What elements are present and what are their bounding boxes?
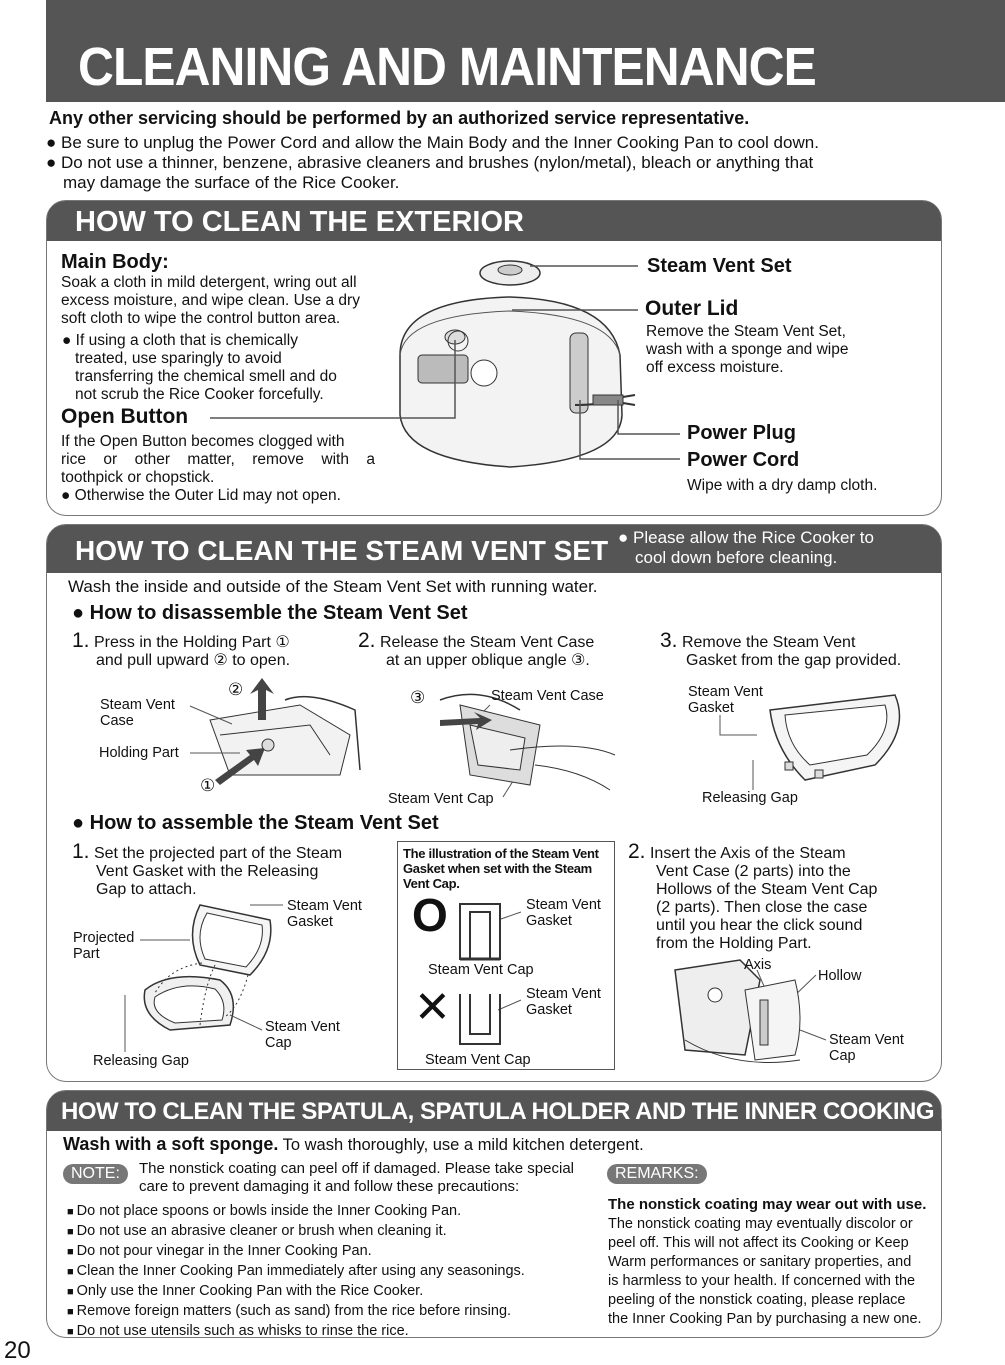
asm-gasket-label xyxy=(287,898,362,930)
asm-step-1-line3: Gap to attach. xyxy=(96,881,197,898)
open-button-note: Otherwise the Outer Lid may not open. xyxy=(74,487,341,504)
illus-box-title xyxy=(403,846,599,891)
illus-gasket-good-b: Gasket xyxy=(526,913,572,929)
asm2-cap-label-b: Cap xyxy=(829,1048,856,1064)
dis-step-1-line2: and pull upward ② to open. xyxy=(96,652,291,669)
bad-gasket-icon xyxy=(458,992,503,1047)
precaution-1: ■ Do not place spoons or bowls inside the Inner Cooking Pan. xyxy=(67,1202,525,1222)
remarks-text xyxy=(608,1215,922,1329)
open-button-line-3: toothpick or chopstick. xyxy=(61,469,215,486)
asm-releasing-gap-label: Releasing Gap xyxy=(93,1053,189,1069)
outer-lid-line-1: Remove the Steam Vent Set, xyxy=(646,323,846,340)
cool-note: ● Please allow the Rice Cooker to cool down before cleaning. xyxy=(618,528,874,567)
dis-vent-case-label: Steam Vent Case xyxy=(491,688,604,704)
asm-step-2-line5: until you hear the click sound xyxy=(656,917,863,934)
illus-gasket-good-label xyxy=(526,897,601,929)
main-body-note: ● If using a cloth that is chemically treated, use sparingly to avoid transferring the chemical smell and do not scrub the Rice Cooker forcefully. xyxy=(62,332,337,403)
spatula-wash-line xyxy=(63,1134,644,1155)
precaution-6: ■ Remove foreign matters (such as sand) from the rice before rinsing. xyxy=(67,1302,525,1322)
main-body-line-3: soft cloth to wipe the control button area. xyxy=(61,310,341,327)
asm-gasket-label-b: Gasket xyxy=(287,914,333,930)
asm-projected-label-a: Projected xyxy=(73,930,135,946)
asm-gasket-label-a: Steam Vent xyxy=(287,898,362,914)
main-body-note-4: not scrub the Rice Cooker forcefully. xyxy=(75,386,324,403)
dis-step-2-line2: at an upper oblique angle ③. xyxy=(386,652,590,669)
good-symbol: O xyxy=(412,889,448,941)
dis-gasket-label-b: Gasket xyxy=(688,700,734,716)
dis-circle-1: ① xyxy=(200,776,216,795)
asm-step-2-line2: Vent Case (2 parts) into the xyxy=(656,863,851,880)
note-line-1: The nonstick coating can peel off if damaged. Please take special xyxy=(139,1160,574,1177)
illus-box-title-1: The illustration of the Steam Vent xyxy=(403,846,599,861)
page-title: CLEANING AND MAINTENANCE xyxy=(78,37,816,97)
remarks-line-3: Warm performances or sanitary properties, and xyxy=(608,1254,912,1270)
steam-vent-set-label: Steam Vent Set xyxy=(647,255,792,277)
remarks-badge: REMARKS: xyxy=(607,1164,707,1184)
asm-cap-label-b: Cap xyxy=(265,1035,292,1051)
asm2-axis-label: Axis xyxy=(744,957,772,973)
gasket-illustration-box xyxy=(397,841,615,1070)
intro-bullet-1: ● Be sure to unplug the Power Cord and allow the Main Body and the Inner Cooking Pan to cool down. xyxy=(46,133,819,152)
precaution-2: ■ Do not use an abrasive cleaner or brush when cleaning it. xyxy=(67,1222,525,1242)
dis-circle-3: ③ xyxy=(410,688,426,707)
open-button-text: If the Open Button becomes clogged with rice or other matter, remove with a toothpick or chopstick. ● Otherwise the Outer Lid may not open. xyxy=(61,433,375,504)
dis-step-1-num: 1. xyxy=(72,629,90,652)
note-text xyxy=(139,1160,574,1196)
remarks-line-5: peeling of the nonstick coating, please replace xyxy=(608,1292,906,1308)
asm2-cap-label xyxy=(829,1032,904,1064)
dis-holding-part-label: Holding Part xyxy=(99,745,179,761)
note-badge: NOTE: xyxy=(63,1164,128,1184)
outer-lid-line-3: off excess moisture. xyxy=(646,359,784,376)
illus-gasket-bad-a: Steam Vent xyxy=(526,986,601,1002)
asm-step-2-num: 2. xyxy=(628,840,646,863)
asm-cap-label xyxy=(265,1019,340,1051)
intro-lead: Any other servicing should be performed by an authorized service representative. xyxy=(49,108,750,128)
wash-text: Wash the inside and outside of the Steam Vent Set with running water. xyxy=(68,577,598,596)
main-body-title: Main Body: xyxy=(61,251,169,273)
remarks-line-6: the Inner Cooking Pan by purchasing a new one. xyxy=(608,1311,922,1327)
remarks-title: The nonstick coating may wear out with use. xyxy=(608,1196,927,1213)
disassemble-title: ● How to disassemble the Steam Vent Set xyxy=(72,602,468,624)
asm-step-2-line6: from the Holding Part. xyxy=(656,935,812,952)
asm-step-1-line1: Set the projected part of the Steam xyxy=(93,845,343,862)
main-body-note-3: transferring the chemical smell and do xyxy=(75,368,337,385)
asm2-cap-label-a: Steam Vent xyxy=(829,1032,904,1048)
asm-step-1-num: 1. xyxy=(72,840,90,863)
asm-step-2-line3: Hollows of the Steam Vent Cap xyxy=(656,881,878,898)
asm-cap-label-a: Steam Vent xyxy=(265,1019,340,1035)
cool-note-1: Please allow the Rice Cooker to xyxy=(633,528,874,547)
bad-symbol: ✕ xyxy=(414,983,451,1032)
asm-step-1-line2: Vent Gasket with the Releasing xyxy=(96,863,319,880)
cool-note-2: cool down before cleaning. xyxy=(635,548,838,567)
disassemble-title-text: How to disassemble the Steam Vent Set xyxy=(89,602,468,624)
dis-circle-2: ② xyxy=(228,680,244,699)
main-body-note-1: If using a cloth that is chemically xyxy=(75,332,298,349)
spatula-wash-bold: Wash with a soft sponge. xyxy=(63,1134,279,1154)
main-body-line-1: Soak a cloth in mild detergent, wring out all xyxy=(61,274,357,291)
illus-box-title-2: Gasket when set with the Steam xyxy=(403,861,592,876)
illus-gasket-bad-label xyxy=(526,986,601,1018)
remarks-line-2: peel off. This will not affect its Cooking or Keep xyxy=(608,1235,909,1251)
asm-projected-label xyxy=(73,930,134,962)
dis-step-2-num: 2. xyxy=(358,629,376,652)
good-gasket-icon xyxy=(458,902,503,962)
asm-projected-label-b: Part xyxy=(73,946,100,962)
illus-gasket-good-a: Steam Vent xyxy=(526,897,601,913)
dis-step-2-line1: Release the Steam Vent Case xyxy=(379,634,595,651)
steam-vent-heading: HOW TO CLEAN THE STEAM VENT SET xyxy=(47,525,941,573)
assemble-title-text: How to assemble the Steam Vent Set xyxy=(89,812,439,834)
power-plug-label: Power Plug xyxy=(687,422,796,444)
asm-step-2-line4: (2 parts). Then close the case xyxy=(656,899,868,916)
intro-bullet-2-cont: may damage the surface of the Rice Cooker. xyxy=(63,173,400,192)
dis-step-3-line2: Gasket from the gap provided. xyxy=(686,652,902,669)
dis-vent-cap-label: Steam Vent Cap xyxy=(388,791,494,807)
open-button-line-1: If the Open Button becomes clogged with xyxy=(61,433,345,450)
remarks-line-1: The nonstick coating may eventually discolor or xyxy=(608,1216,913,1232)
remarks-line-4: is harmless to your health. If concerned with the xyxy=(608,1273,916,1289)
outer-lid-title: Outer Lid xyxy=(645,297,739,320)
dis-case-label-b: Case xyxy=(100,713,134,729)
open-button-title: Open Button xyxy=(61,405,189,428)
spatula-wash-rest: To wash thoroughly, use a mild kitchen detergent. xyxy=(278,1136,644,1154)
precaution-7: ■ Do not use utensils such as whisks to rinse the rice. xyxy=(67,1322,525,1342)
asm-step-2-illustration xyxy=(665,960,815,1070)
intro-bullet-1-text: Be sure to unplug the Power Cord and allow the Main Body and the Inner Cooking Pan to cool down. xyxy=(61,133,819,152)
precaution-3: ■ Do not pour vinegar in the Inner Cooking Pan. xyxy=(67,1242,525,1262)
asm2-hollow-label: Hollow xyxy=(818,968,862,984)
spatula-heading: HOW TO CLEAN THE SPATULA, SPATULA HOLDER AND THE INNER COOKING PAN xyxy=(47,1091,941,1131)
main-body-note-2: treated, use sparingly to avoid xyxy=(75,350,282,367)
page-number: 20 xyxy=(4,1337,31,1364)
main-body-line-2: excess moisture, and wipe clean. Use a dry xyxy=(61,292,360,309)
illus-cap-bad-label: Steam Vent Cap xyxy=(425,1052,531,1068)
illus-cap-good-label: Steam Vent Cap xyxy=(428,962,534,978)
dis-gasket-label-a: Steam Vent xyxy=(688,684,763,700)
exterior-heading: HOW TO CLEAN THE EXTERIOR xyxy=(47,201,941,241)
dis-releasing-gap-label: Releasing Gap xyxy=(702,790,798,806)
intro-bullet-2: ● Do not use a thinner, benzene, abrasive cleaners and brushes (nylon/metal), bleach or anything that xyxy=(46,153,814,172)
asm-step-2-line1: Insert the Axis of the Steam xyxy=(649,845,846,862)
precautions-list xyxy=(67,1202,525,1342)
dis-case-label-a: Steam Vent xyxy=(100,697,175,713)
dis-step-3-line1: Remove the Steam Vent xyxy=(681,634,856,651)
power-cord-label: Power Cord xyxy=(687,449,800,471)
precaution-4: ■ Clean the Inner Cooking Pan immediately after using any seasonings. xyxy=(67,1262,525,1282)
illus-gasket-bad-b: Gasket xyxy=(526,1002,572,1018)
dis-step-1-line1: Press in the Holding Part ① xyxy=(93,634,290,651)
assemble-title: ● How to assemble the Steam Vent Set xyxy=(72,812,439,834)
intro-bullet-2-text: Do not use a thinner, benzene, abrasive cleaners and brushes (nylon/metal), bleach or anything that xyxy=(61,153,814,172)
open-button-line-2: rice or other matter, remove with a xyxy=(61,451,375,468)
asm-step-2 xyxy=(628,840,878,953)
power-cord-note: Wipe with a dry damp cloth. xyxy=(687,477,878,494)
note-line-2: care to prevent damaging it and follow these precautions: xyxy=(139,1178,520,1195)
illus-box-title-3: Vent Cap. xyxy=(403,876,460,891)
outer-lid-line-2: wash with a sponge and wipe xyxy=(646,341,849,358)
dis-step-3-num: 3. xyxy=(660,629,678,652)
precaution-5: ■ Only use the Inner Cooking Pan with the Rice Cooker. xyxy=(67,1282,525,1302)
